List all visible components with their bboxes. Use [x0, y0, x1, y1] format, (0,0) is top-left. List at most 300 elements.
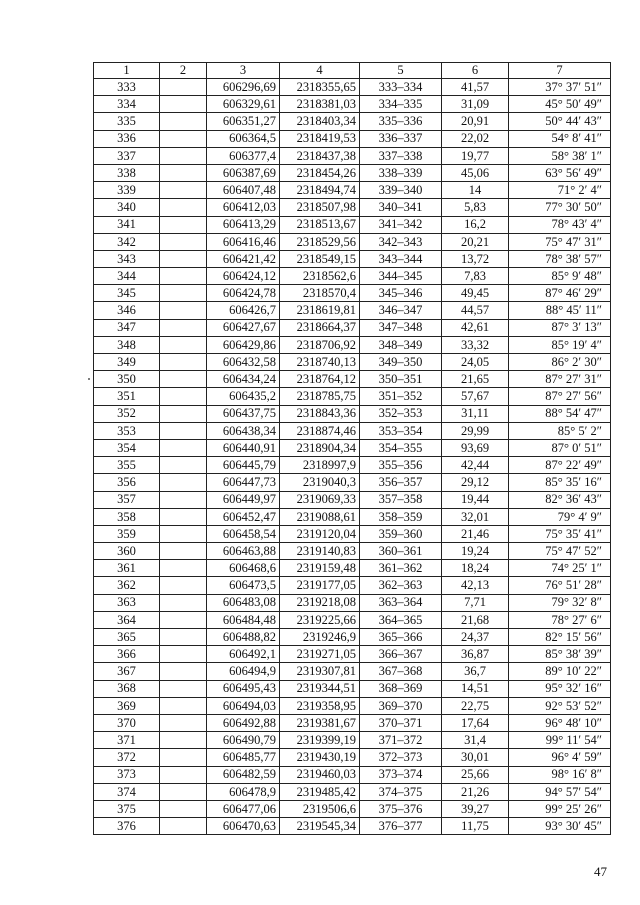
- length-cell: 57,67: [442, 388, 509, 405]
- angle-cell: 88° 45′ 11″: [509, 302, 611, 319]
- length-cell: 24,05: [442, 354, 509, 371]
- angle-cell: 78° 43′ 4″: [509, 216, 611, 233]
- segment-cell: 346–347: [360, 302, 442, 319]
- blank-cell: [160, 577, 207, 594]
- blank-cell: [160, 766, 207, 783]
- point-number-cell: 345: [94, 285, 160, 302]
- column-header: 3: [207, 63, 280, 79]
- segment-cell: 359–360: [360, 525, 442, 542]
- x-coordinate-cell: 606447,73: [207, 474, 280, 491]
- table-row: [94, 646, 611, 663]
- segment-cell: 373–374: [360, 766, 442, 783]
- point-number-cell: 340: [94, 199, 160, 216]
- y-coordinate-cell: 2318904,34: [280, 439, 360, 456]
- table-row: [94, 405, 611, 422]
- table-row: [94, 680, 611, 697]
- y-coordinate-cell: 2318403,34: [280, 113, 360, 130]
- x-coordinate-cell: 606440,91: [207, 439, 280, 456]
- blank-cell: [160, 783, 207, 800]
- angle-cell: 75° 47′ 52″: [509, 543, 611, 560]
- blank-cell: [160, 560, 207, 577]
- blank-cell: [160, 233, 207, 250]
- table-row: [94, 714, 611, 731]
- length-cell: 21,68: [442, 611, 509, 628]
- y-coordinate-cell: 2319225,66: [280, 611, 360, 628]
- blank-cell: [160, 697, 207, 714]
- segment-cell: 353–354: [360, 422, 442, 439]
- blank-cell: [160, 268, 207, 285]
- angle-cell: 93° 30′ 45″: [509, 818, 611, 835]
- x-coordinate-cell: 606421,42: [207, 250, 280, 267]
- blank-cell: [160, 79, 207, 96]
- y-coordinate-cell: 2319271,05: [280, 646, 360, 663]
- y-coordinate-cell: 2318529,56: [280, 233, 360, 250]
- segment-cell: 358–359: [360, 508, 442, 525]
- blank-cell: [160, 336, 207, 353]
- length-cell: 17,64: [442, 714, 509, 731]
- x-coordinate-cell: 606432,58: [207, 354, 280, 371]
- segment-cell: 361–362: [360, 560, 442, 577]
- table-body: [94, 79, 611, 835]
- blank-cell: [160, 646, 207, 663]
- segment-cell: 344–345: [360, 268, 442, 285]
- angle-cell: 78° 27′ 6″: [509, 611, 611, 628]
- blank-cell: [160, 130, 207, 147]
- point-number-cell: 334: [94, 96, 160, 113]
- length-cell: 24,37: [442, 629, 509, 646]
- angle-cell: 75° 35′ 41″: [509, 525, 611, 542]
- table-row: [94, 199, 611, 216]
- x-coordinate-cell: 606413,29: [207, 216, 280, 233]
- segment-cell: 339–340: [360, 182, 442, 199]
- x-coordinate-cell: 606478,9: [207, 783, 280, 800]
- segment-cell: 356–357: [360, 474, 442, 491]
- table-row: [94, 319, 611, 336]
- length-cell: 44,57: [442, 302, 509, 319]
- x-coordinate-cell: 606437,75: [207, 405, 280, 422]
- point-number-cell: 367: [94, 663, 160, 680]
- angle-cell: 87° 0′ 51″: [509, 439, 611, 456]
- stray-mark: [88, 378, 90, 380]
- length-cell: 29,12: [442, 474, 509, 491]
- blank-cell: [160, 663, 207, 680]
- y-coordinate-cell: 2318570,4: [280, 285, 360, 302]
- x-coordinate-cell: 606351,27: [207, 113, 280, 130]
- point-number-cell: 373: [94, 766, 160, 783]
- angle-cell: 87° 27′ 31″: [509, 371, 611, 388]
- length-cell: 93,69: [442, 439, 509, 456]
- length-cell: 20,21: [442, 233, 509, 250]
- x-coordinate-cell: 606438,34: [207, 422, 280, 439]
- x-coordinate-cell: 606412,03: [207, 199, 280, 216]
- point-number-cell: 348: [94, 336, 160, 353]
- blank-cell: [160, 422, 207, 439]
- y-coordinate-cell: 2319545,34: [280, 818, 360, 835]
- x-coordinate-cell: 606495,43: [207, 680, 280, 697]
- x-coordinate-cell: 606492,88: [207, 714, 280, 731]
- y-coordinate-cell: 2319120,04: [280, 525, 360, 542]
- column-header: 2: [160, 63, 207, 79]
- segment-cell: 362–363: [360, 577, 442, 594]
- x-coordinate-cell: 606494,03: [207, 697, 280, 714]
- point-number-cell: 360: [94, 543, 160, 560]
- segment-cell: 357–358: [360, 491, 442, 508]
- table-row: [94, 354, 611, 371]
- segment-cell: 352–353: [360, 405, 442, 422]
- x-coordinate-cell: 606473,5: [207, 577, 280, 594]
- angle-cell: 85° 35′ 16″: [509, 474, 611, 491]
- y-coordinate-cell: 2319460,03: [280, 766, 360, 783]
- x-coordinate-cell: 606364,5: [207, 130, 280, 147]
- column-header: 5: [360, 63, 442, 79]
- table-row: [94, 268, 611, 285]
- segment-cell: 345–346: [360, 285, 442, 302]
- blank-cell: [160, 543, 207, 560]
- length-cell: 41,57: [442, 79, 509, 96]
- angle-cell: 82° 36′ 43″: [509, 491, 611, 508]
- segment-cell: 360–361: [360, 543, 442, 560]
- y-coordinate-cell: 2319159,48: [280, 560, 360, 577]
- segment-cell: 371–372: [360, 732, 442, 749]
- length-cell: 31,09: [442, 96, 509, 113]
- blank-cell: [160, 371, 207, 388]
- table-row: [94, 474, 611, 491]
- angle-cell: 37° 37′ 51″: [509, 79, 611, 96]
- blank-cell: [160, 285, 207, 302]
- length-cell: 36,7: [442, 663, 509, 680]
- table-row: [94, 388, 611, 405]
- x-coordinate-cell: 606296,69: [207, 79, 280, 96]
- point-number-cell: 371: [94, 732, 160, 749]
- point-number-cell: 361: [94, 560, 160, 577]
- table-row: [94, 216, 611, 233]
- blank-cell: [160, 508, 207, 525]
- x-coordinate-cell: 606445,79: [207, 457, 280, 474]
- y-coordinate-cell: 2319358,95: [280, 697, 360, 714]
- blank-cell: [160, 611, 207, 628]
- point-number-cell: 346: [94, 302, 160, 319]
- point-number-cell: 374: [94, 783, 160, 800]
- y-coordinate-cell: 2319246,9: [280, 629, 360, 646]
- x-coordinate-cell: 606377,4: [207, 147, 280, 164]
- segment-cell: 338–339: [360, 164, 442, 181]
- point-number-cell: 349: [94, 354, 160, 371]
- point-number-cell: 376: [94, 818, 160, 835]
- blank-cell: [160, 800, 207, 817]
- blank-cell: [160, 818, 207, 835]
- segment-cell: 340–341: [360, 199, 442, 216]
- angle-cell: 82° 15′ 56″: [509, 629, 611, 646]
- point-number-cell: 343: [94, 250, 160, 267]
- point-number-cell: 369: [94, 697, 160, 714]
- y-coordinate-cell: 2319088,61: [280, 508, 360, 525]
- blank-cell: [160, 164, 207, 181]
- table-row: [94, 749, 611, 766]
- length-cell: 14,51: [442, 680, 509, 697]
- point-number-cell: 351: [94, 388, 160, 405]
- point-number-cell: 337: [94, 147, 160, 164]
- y-coordinate-cell: 2318706,92: [280, 336, 360, 353]
- y-coordinate-cell: 2319040,3: [280, 474, 360, 491]
- column-header: 6: [442, 63, 509, 79]
- blank-cell: [160, 250, 207, 267]
- x-coordinate-cell: 606426,7: [207, 302, 280, 319]
- point-number-cell: 333: [94, 79, 160, 96]
- x-coordinate-cell: 606477,06: [207, 800, 280, 817]
- x-coordinate-cell: 606424,78: [207, 285, 280, 302]
- x-coordinate-cell: 606485,77: [207, 749, 280, 766]
- table-row: [94, 783, 611, 800]
- length-cell: 11,75: [442, 818, 509, 835]
- point-number-cell: 354: [94, 439, 160, 456]
- blank-cell: [160, 629, 207, 646]
- angle-cell: 45° 50′ 49″: [509, 96, 611, 113]
- coordinates-table-container: [93, 62, 610, 835]
- y-coordinate-cell: 2319140,83: [280, 543, 360, 560]
- x-coordinate-cell: 606424,12: [207, 268, 280, 285]
- blank-cell: [160, 319, 207, 336]
- y-coordinate-cell: 2319069,33: [280, 491, 360, 508]
- length-cell: 20,91: [442, 113, 509, 130]
- y-coordinate-cell: 2318549,15: [280, 250, 360, 267]
- blank-cell: [160, 491, 207, 508]
- blank-cell: [160, 96, 207, 113]
- segment-cell: 372–373: [360, 749, 442, 766]
- y-coordinate-cell: 2318740,13: [280, 354, 360, 371]
- angle-cell: 85° 9′ 48″: [509, 268, 611, 285]
- page-number: 47: [594, 864, 607, 879]
- angle-cell: 74° 25′ 1″: [509, 560, 611, 577]
- point-number-cell: 359: [94, 525, 160, 542]
- angle-cell: 79° 4′ 9″: [509, 508, 611, 525]
- angle-cell: 96° 48′ 10″: [509, 714, 611, 731]
- blank-cell: [160, 457, 207, 474]
- length-cell: 16,2: [442, 216, 509, 233]
- blank-cell: [160, 113, 207, 130]
- length-cell: 19,44: [442, 491, 509, 508]
- segment-cell: 368–369: [360, 680, 442, 697]
- coordinates-table: [93, 62, 611, 835]
- column-header: 1: [94, 63, 160, 79]
- x-coordinate-cell: 606483,08: [207, 594, 280, 611]
- blank-cell: [160, 405, 207, 422]
- angle-cell: 85° 19′ 4″: [509, 336, 611, 353]
- y-coordinate-cell: 2319344,51: [280, 680, 360, 697]
- length-cell: 42,44: [442, 457, 509, 474]
- blank-cell: [160, 302, 207, 319]
- table-row: [94, 543, 611, 560]
- y-coordinate-cell: 2318874,46: [280, 422, 360, 439]
- y-coordinate-cell: 2318454,26: [280, 164, 360, 181]
- length-cell: 36,87: [442, 646, 509, 663]
- table-row: [94, 560, 611, 577]
- column-header: 4: [280, 63, 360, 79]
- x-coordinate-cell: 606387,69: [207, 164, 280, 181]
- table-row: [94, 577, 611, 594]
- angle-cell: 85° 38′ 39″: [509, 646, 611, 663]
- table-row: [94, 697, 611, 714]
- blank-cell: [160, 439, 207, 456]
- length-cell: 45,06: [442, 164, 509, 181]
- column-number-row: [94, 63, 611, 79]
- angle-cell: 98° 16′ 8″: [509, 766, 611, 783]
- x-coordinate-cell: 606452,47: [207, 508, 280, 525]
- y-coordinate-cell: 2319485,42: [280, 783, 360, 800]
- length-cell: 21,26: [442, 783, 509, 800]
- table-row: [94, 818, 611, 835]
- segment-cell: 348–349: [360, 336, 442, 353]
- point-number-cell: 344: [94, 268, 160, 285]
- angle-cell: 76° 51′ 28″: [509, 577, 611, 594]
- table-row: [94, 113, 611, 130]
- x-coordinate-cell: 606468,6: [207, 560, 280, 577]
- angle-cell: 87° 22′ 49″: [509, 457, 611, 474]
- segment-cell: 355–356: [360, 457, 442, 474]
- table-row: [94, 508, 611, 525]
- point-number-cell: 358: [94, 508, 160, 525]
- blank-cell: [160, 182, 207, 199]
- segment-cell: 351–352: [360, 388, 442, 405]
- x-coordinate-cell: 606458,54: [207, 525, 280, 542]
- length-cell: 21,46: [442, 525, 509, 542]
- blank-cell: [160, 388, 207, 405]
- x-coordinate-cell: 606463,88: [207, 543, 280, 560]
- x-coordinate-cell: 606488,82: [207, 629, 280, 646]
- segment-cell: 342–343: [360, 233, 442, 250]
- x-coordinate-cell: 606429,86: [207, 336, 280, 353]
- table-row: [94, 457, 611, 474]
- point-number-cell: 370: [94, 714, 160, 731]
- table-row: [94, 422, 611, 439]
- length-cell: 31,4: [442, 732, 509, 749]
- angle-cell: 95° 32′ 16″: [509, 680, 611, 697]
- point-number-cell: 350: [94, 371, 160, 388]
- length-cell: 22,75: [442, 697, 509, 714]
- y-coordinate-cell: 2318664,37: [280, 319, 360, 336]
- x-coordinate-cell: 606490,79: [207, 732, 280, 749]
- point-number-cell: 352: [94, 405, 160, 422]
- table-row: [94, 629, 611, 646]
- point-number-cell: 356: [94, 474, 160, 491]
- angle-cell: 96° 4′ 59″: [509, 749, 611, 766]
- segment-cell: 341–342: [360, 216, 442, 233]
- y-coordinate-cell: 2318494,74: [280, 182, 360, 199]
- point-number-cell: 357: [94, 491, 160, 508]
- y-coordinate-cell: 2318437,38: [280, 147, 360, 164]
- angle-cell: 99° 25′ 26″: [509, 800, 611, 817]
- blank-cell: [160, 594, 207, 611]
- table-row: [94, 182, 611, 199]
- length-cell: 30,01: [442, 749, 509, 766]
- point-number-cell: 335: [94, 113, 160, 130]
- table-row: [94, 766, 611, 783]
- length-cell: 14: [442, 182, 509, 199]
- segment-cell: 337–338: [360, 147, 442, 164]
- y-coordinate-cell: 2318381,03: [280, 96, 360, 113]
- length-cell: 19,77: [442, 147, 509, 164]
- length-cell: 21,65: [442, 371, 509, 388]
- table-row: [94, 732, 611, 749]
- table-row: [94, 439, 611, 456]
- blank-cell: [160, 749, 207, 766]
- blank-cell: [160, 147, 207, 164]
- x-coordinate-cell: 606435,2: [207, 388, 280, 405]
- table-row: [94, 147, 611, 164]
- point-number-cell: 339: [94, 182, 160, 199]
- x-coordinate-cell: 606416,46: [207, 233, 280, 250]
- table-row: [94, 79, 611, 96]
- table-row: [94, 233, 611, 250]
- y-coordinate-cell: 2318785,75: [280, 388, 360, 405]
- table-row: [94, 525, 611, 542]
- segment-cell: 343–344: [360, 250, 442, 267]
- point-number-cell: 363: [94, 594, 160, 611]
- angle-cell: 89° 10′ 22″: [509, 663, 611, 680]
- length-cell: 39,27: [442, 800, 509, 817]
- y-coordinate-cell: 2318619,81: [280, 302, 360, 319]
- y-coordinate-cell: 2319399,19: [280, 732, 360, 749]
- blank-cell: [160, 525, 207, 542]
- length-cell: 29,99: [442, 422, 509, 439]
- angle-cell: 86° 2′ 30″: [509, 354, 611, 371]
- angle-cell: 94° 57′ 54″: [509, 783, 611, 800]
- y-coordinate-cell: 2318562,6: [280, 268, 360, 285]
- segment-cell: 363–364: [360, 594, 442, 611]
- angle-cell: 63° 56′ 49″: [509, 164, 611, 181]
- point-number-cell: 365: [94, 629, 160, 646]
- length-cell: 25,66: [442, 766, 509, 783]
- angle-cell: 71° 2′ 4″: [509, 182, 611, 199]
- x-coordinate-cell: 606492,1: [207, 646, 280, 663]
- angle-cell: 75° 47′ 31″: [509, 233, 611, 250]
- angle-cell: 54° 8′ 41″: [509, 130, 611, 147]
- length-cell: 32,01: [442, 508, 509, 525]
- angle-cell: 88° 54′ 47″: [509, 405, 611, 422]
- segment-cell: 364–365: [360, 611, 442, 628]
- y-coordinate-cell: 2319506,6: [280, 800, 360, 817]
- length-cell: 7,83: [442, 268, 509, 285]
- point-number-cell: 341: [94, 216, 160, 233]
- y-coordinate-cell: 2319430,19: [280, 749, 360, 766]
- x-coordinate-cell: 606470,63: [207, 818, 280, 835]
- point-number-cell: 355: [94, 457, 160, 474]
- segment-cell: 336–337: [360, 130, 442, 147]
- segment-cell: 333–334: [360, 79, 442, 96]
- blank-cell: [160, 732, 207, 749]
- segment-cell: 366–367: [360, 646, 442, 663]
- table-row: [94, 250, 611, 267]
- table-row: [94, 96, 611, 113]
- y-coordinate-cell: 2318355,65: [280, 79, 360, 96]
- length-cell: 42,13: [442, 577, 509, 594]
- length-cell: 33,32: [442, 336, 509, 353]
- table-row: [94, 491, 611, 508]
- length-cell: 19,24: [442, 543, 509, 560]
- table-row: [94, 164, 611, 181]
- length-cell: 42,61: [442, 319, 509, 336]
- y-coordinate-cell: 2319218,08: [280, 594, 360, 611]
- blank-cell: [160, 680, 207, 697]
- blank-cell: [160, 714, 207, 731]
- y-coordinate-cell: 2319381,67: [280, 714, 360, 731]
- length-cell: 49,45: [442, 285, 509, 302]
- x-coordinate-cell: 606494,9: [207, 663, 280, 680]
- y-coordinate-cell: 2318419,53: [280, 130, 360, 147]
- x-coordinate-cell: 606434,24: [207, 371, 280, 388]
- x-coordinate-cell: 606482,59: [207, 766, 280, 783]
- segment-cell: 375–376: [360, 800, 442, 817]
- table-row: [94, 663, 611, 680]
